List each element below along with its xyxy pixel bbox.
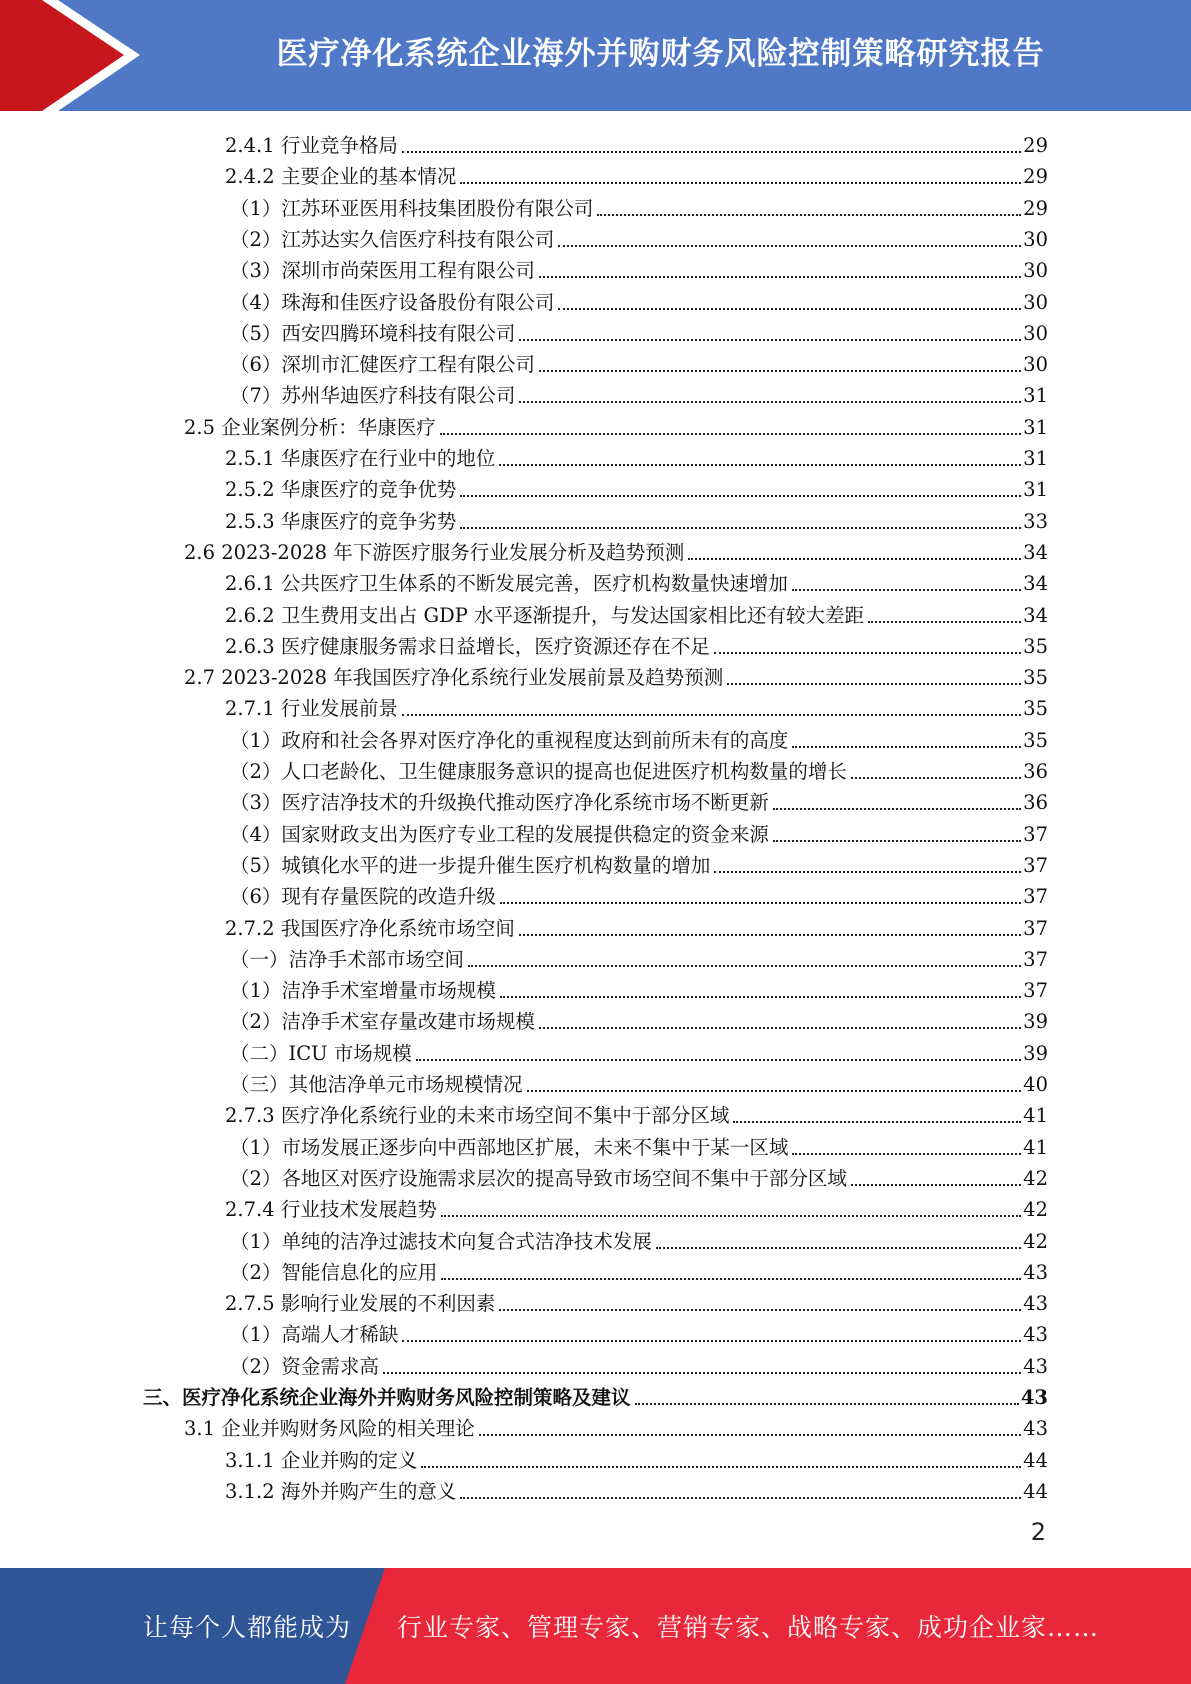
toc-leader-dots [519, 401, 1021, 403]
toc-entry-page: 37 [1023, 979, 1048, 1003]
toc-entry[interactable] [230, 221, 1048, 252]
toc-entry-page: 35 [1023, 666, 1048, 690]
toc-leader-dots [714, 871, 1021, 873]
toc-leader-dots [441, 1278, 1021, 1280]
toc-leader-dots [421, 1466, 1021, 1468]
toc-entry-label: （6）现有存量医院的改造升级 [230, 885, 496, 909]
toc-leader-dots [792, 1153, 1021, 1155]
toc-entry[interactable] [230, 1348, 1048, 1379]
toc-entry[interactable] [225, 1442, 1048, 1473]
toc-entry-label: （1）洁净手术室增量市场规模 [230, 979, 496, 1003]
toc-entry-page: 37 [1023, 947, 1048, 971]
toc-entry[interactable] [184, 534, 1048, 565]
toc-entry-page: 44 [1023, 1479, 1048, 1503]
toc-entry-label: （1）高端人才稀缺 [230, 1323, 399, 1347]
toc-leader-dots [851, 777, 1021, 779]
toc-entry[interactable] [230, 252, 1048, 283]
toc-entry-page: 43 [1023, 1292, 1048, 1316]
toc-entry-page: 37 [1023, 853, 1048, 877]
toc-entry-label: （2）智能信息化的应用 [230, 1260, 438, 1284]
toc-leader-dots [851, 1184, 1021, 1186]
toc-entry-page: 33 [1023, 509, 1048, 533]
toc-entry-label: （1）江苏环亚医用科技集团股份有限公司 [230, 196, 594, 220]
toc-entry[interactable] [184, 409, 1048, 440]
toc-entry-label: （2）各地区对医疗设施需求层次的提高导致市场空间不集中于部分区域 [230, 1166, 847, 1190]
toc-entry-label: 2.6 2023-2028 年下游医疗服务行业发展分析及趋势预测 [184, 540, 685, 564]
toc-leader-dots [383, 1372, 1021, 1374]
toc-entry[interactable] [225, 1097, 1048, 1128]
footer-banner [0, 1568, 1191, 1684]
toc-entry[interactable] [225, 910, 1048, 941]
toc-entry-page: 43 [1023, 1323, 1048, 1347]
toc-entry-page: 35 [1023, 697, 1048, 721]
toc-entry[interactable] [225, 628, 1048, 659]
toc-entry[interactable] [225, 1191, 1048, 1222]
toc-entry-page: 43 [1023, 1260, 1048, 1284]
footer-slogan-left: 让每个人都能成为 [143, 1613, 352, 1642]
toc-leader-dots [527, 1090, 1022, 1092]
toc-entry[interactable] [225, 1285, 1048, 1316]
toc-entry-page: 30 [1023, 227, 1048, 251]
toc-leader-dots [792, 589, 1021, 591]
toc-entry-label: 2.5 企业案例分析：华康医疗 [184, 415, 436, 439]
toc-leader-dots [460, 182, 1021, 184]
toc-entry-page: 31 [1023, 478, 1048, 502]
toc-entry-page: 37 [1023, 885, 1048, 909]
toc-entry-page: 34 [1023, 603, 1048, 627]
toc-entry-label: （三）其他洁净单元市场规模情况 [230, 1073, 523, 1096]
toc-leader-dots [558, 308, 1021, 310]
toc-entry-page: 34 [1023, 572, 1048, 596]
toc-leader-dots [479, 1434, 1021, 1436]
toc-entry[interactable] [225, 690, 1048, 721]
toc-entry[interactable] [230, 1316, 1048, 1347]
toc-leader-dots [773, 808, 1021, 810]
toc-leader-dots [416, 1059, 1021, 1061]
toc-entry-page: 30 [1023, 259, 1048, 283]
toc-entry-label: 2.6.2 卫生费用支出占 GDP 水平逐渐提升，与发达国家相比还有较大差距 [225, 603, 865, 627]
toc-entry-page: 43 [1023, 1417, 1048, 1441]
toc-entry-page: 31 [1023, 447, 1048, 470]
report-header [0, 0, 1191, 111]
toc-leader-dots [441, 1215, 1021, 1217]
toc-leader-dots [792, 746, 1021, 748]
toc-entry[interactable] [230, 190, 1048, 221]
toc-leader-dots [402, 714, 1021, 716]
toc-entry-label: （二）ICU 市场规模 [230, 1041, 412, 1065]
toc-entry-label: （5）西安四腾环境科技有限公司 [230, 321, 516, 345]
toc-entry[interactable] [225, 565, 1048, 596]
toc-leader-dots [539, 276, 1021, 278]
toc-leader-dots [597, 214, 1021, 216]
toc-entry-label: （4）珠海和佳医疗设备股份有限公司 [230, 290, 555, 314]
report-title: 医疗净化系统企业海外并购财务风险控制策略研究报告 [276, 35, 1045, 72]
toc-entry-page: 43 [1023, 1354, 1048, 1378]
toc-entry-page: 37 [1023, 916, 1048, 940]
toc-leader-dots [558, 245, 1021, 247]
toc-entry-label: 2.5.2 华康医疗的竞争优势 [225, 478, 457, 502]
toc-leader-dots [519, 339, 1021, 341]
toc-entry-label: （1）政府和社会各界对医疗净化的重视程度达到前所未有的高度 [230, 728, 789, 752]
toc-entry-page: 31 [1023, 415, 1048, 439]
toc-entry-label: （2）江苏达实久信医疗科技有限公司 [230, 227, 555, 251]
toc-leader-dots [688, 558, 1021, 560]
toc-entry[interactable] [230, 1066, 1048, 1097]
toc-leader-dots [539, 370, 1021, 372]
toc-entry[interactable] [230, 346, 1048, 377]
toc-entry-label: 2.7 2023-2028 年我国医疗净化系统行业发展前景及趋势预测 [184, 666, 724, 690]
toc-entry[interactable] [230, 878, 1048, 909]
toc-entry-label: （7）苏州华迪医疗科技有限公司 [230, 384, 516, 408]
toc-entry[interactable] [230, 1254, 1048, 1285]
toc-entry-label: 2.4.2 主要企业的基本情况 [225, 165, 457, 189]
toc-entry-label: 2.6.3 医疗健康服务需求日益增长，医疗资源还存在不足 [225, 634, 710, 658]
toc-leader-dots [460, 495, 1021, 497]
toc-leader-dots [635, 1403, 1019, 1405]
toc-leader-dots [500, 902, 1021, 904]
toc-entry-label: 2.7.4 行业技术发展趋势 [225, 1198, 437, 1222]
toc-entry-label: （4）国家财政支出为医疗专业工程的发展提供稳定的资金来源 [230, 822, 769, 846]
toc-entry[interactable] [230, 847, 1048, 878]
toc-entry-label: 3.1 企业并购财务风险的相关理论 [184, 1417, 475, 1441]
toc-leader-dots [499, 464, 1021, 466]
toc-entry-page: 31 [1023, 384, 1048, 408]
toc-leader-dots [773, 840, 1021, 842]
toc-entry-page: 30 [1023, 290, 1048, 314]
toc-entry-label: （5）城镇化水平的进一步提升催生医疗机构数量的增加 [230, 853, 711, 877]
toc-entry-label: 2.5.3 华康医疗的竞争劣势 [225, 509, 457, 533]
toc-entry-page: 29 [1023, 165, 1048, 189]
toc-entry-page: 39 [1023, 1010, 1048, 1034]
toc-leader-dots [499, 1309, 1021, 1311]
toc-entry-page: 36 [1023, 791, 1048, 815]
toc-entry[interactable] [230, 1129, 1048, 1160]
toc-entry-page: 42 [1023, 1166, 1048, 1190]
toc-leader-dots [440, 433, 1021, 435]
toc-leader-dots [402, 151, 1021, 153]
toc-entry-page: 29 [1023, 134, 1048, 157]
toc-entry[interactable] [184, 659, 1048, 690]
toc-entry-label: （2）人口老龄化、卫生健康服务意识的提高也促进医疗机构数量的增长 [230, 760, 847, 783]
toc-entry-label: 2.7.1 行业发展前景 [225, 697, 398, 721]
toc-entry-page: 39 [1023, 1041, 1048, 1065]
footer-slogan-right: 行业专家、管理专家、营销专家、战略专家、成功企业家…… [397, 1613, 1100, 1642]
toc-entry[interactable] [230, 972, 1048, 1003]
toc-entry-page: 42 [1023, 1229, 1048, 1253]
toc-leader-dots [539, 1027, 1021, 1029]
toc-entry-label: （2）资金需求高 [230, 1354, 379, 1378]
chevron-arrow-icon [0, 0, 160, 111]
toc-entry-label: （1）单纯的洁净过滤技术向复合式洁净技术发展 [230, 1229, 652, 1253]
toc-entry-label: （3）深圳市尚荣医用工程有限公司 [230, 259, 535, 283]
toc-leader-dots [733, 1121, 1021, 1123]
toc-entry-label: 2.5.1 华康医疗在行业中的地位 [225, 447, 496, 470]
toc-entry[interactable] [225, 158, 1048, 189]
toc-entry-page: 42 [1023, 1198, 1048, 1222]
toc-entry-page: 29 [1023, 196, 1048, 220]
toc-leader-dots [468, 965, 1021, 967]
toc-entry[interactable] [230, 816, 1048, 847]
toc-entry[interactable] [230, 377, 1048, 408]
toc-entry[interactable] [225, 597, 1048, 628]
toc-leader-dots [460, 527, 1021, 529]
toc-entry-label: 2.7.5 影响行业发展的不利因素 [225, 1292, 496, 1316]
toc-entry[interactable] [225, 503, 1048, 534]
toc-entry-page: 40 [1023, 1073, 1048, 1096]
toc-entry-label: （6）深圳市汇健医疗工程有限公司 [230, 353, 535, 377]
toc-entry-page: 30 [1023, 321, 1048, 345]
toc-entry-page: 35 [1023, 728, 1048, 752]
toc-leader-dots [727, 683, 1021, 685]
toc-entry-page: 30 [1023, 353, 1048, 377]
toc-leader-dots [519, 934, 1021, 936]
toc-leader-dots [714, 652, 1021, 654]
page-number: 2 [1030, 1518, 1046, 1546]
toc-entry-page: 36 [1023, 760, 1048, 783]
toc-entry-page: 41 [1023, 1135, 1048, 1159]
toc-entry[interactable] [230, 1035, 1048, 1066]
toc-entry-label: （1）市场发展正逐步向中西部地区扩展，未来不集中于某一区域 [230, 1135, 789, 1159]
toc-entry-page: 35 [1023, 634, 1048, 658]
toc-leader-dots [460, 1497, 1021, 1499]
toc-entry[interactable] [225, 127, 1048, 158]
toc-leader-dots [500, 996, 1021, 998]
toc-entry[interactable] [230, 1223, 1048, 1254]
toc-entry[interactable] [225, 471, 1048, 502]
toc-entry[interactable] [225, 440, 1048, 471]
toc-entry-label: 3.1.1 企业并购的定义 [225, 1448, 418, 1472]
toc-leader-dots [402, 1340, 1021, 1342]
toc-entry-page: 43 [1020, 1386, 1048, 1409]
toc-entry[interactable] [230, 784, 1048, 815]
toc-leader-dots [656, 1247, 1021, 1249]
toc-entry-page: 34 [1023, 540, 1048, 564]
toc-entry-label: 2.7.3 医疗净化系统行业的未来市场空间不集中于部分区域 [225, 1104, 730, 1128]
toc-entry-page: 44 [1023, 1448, 1048, 1472]
toc-entry-label: 3.1.2 海外并购产生的意义 [225, 1479, 457, 1503]
toc-entry-label: 三、医疗净化系统企业海外并购财务风险控制策略及建议 [143, 1386, 631, 1409]
toc-entry[interactable] [230, 753, 1048, 784]
toc-entry-label: 2.7.2 我国医疗净化系统市场空间 [225, 916, 515, 940]
toc-entry-page: 41 [1023, 1104, 1048, 1128]
toc-entry[interactable] [230, 941, 1048, 972]
toc-entry[interactable] [143, 1379, 1048, 1410]
toc-entry[interactable] [184, 1410, 1048, 1441]
toc-entry[interactable] [230, 1003, 1048, 1034]
toc-entry-label: （2）洁净手术室存量改建市场规模 [230, 1010, 535, 1034]
toc-entry-page: 37 [1023, 822, 1048, 846]
toc-entry-label: 2.4.1 行业竞争格局 [225, 134, 398, 157]
toc-entry-label: （一）洁净手术部市场空间 [230, 947, 465, 971]
toc-entry[interactable] [230, 284, 1048, 315]
toc-entry[interactable] [230, 315, 1048, 346]
toc-entry[interactable] [230, 722, 1048, 753]
toc-entry[interactable] [230, 1160, 1048, 1191]
toc-leader-dots [868, 621, 1021, 623]
toc-entry-label: （3）医疗洁净技术的升级换代推动医疗净化系统市场不断更新 [230, 791, 769, 815]
toc-entry-label: 2.6.1 公共医疗卫生体系的不断发展完善，医疗机构数量快速增加 [225, 572, 788, 596]
toc-entry[interactable] [225, 1473, 1048, 1504]
